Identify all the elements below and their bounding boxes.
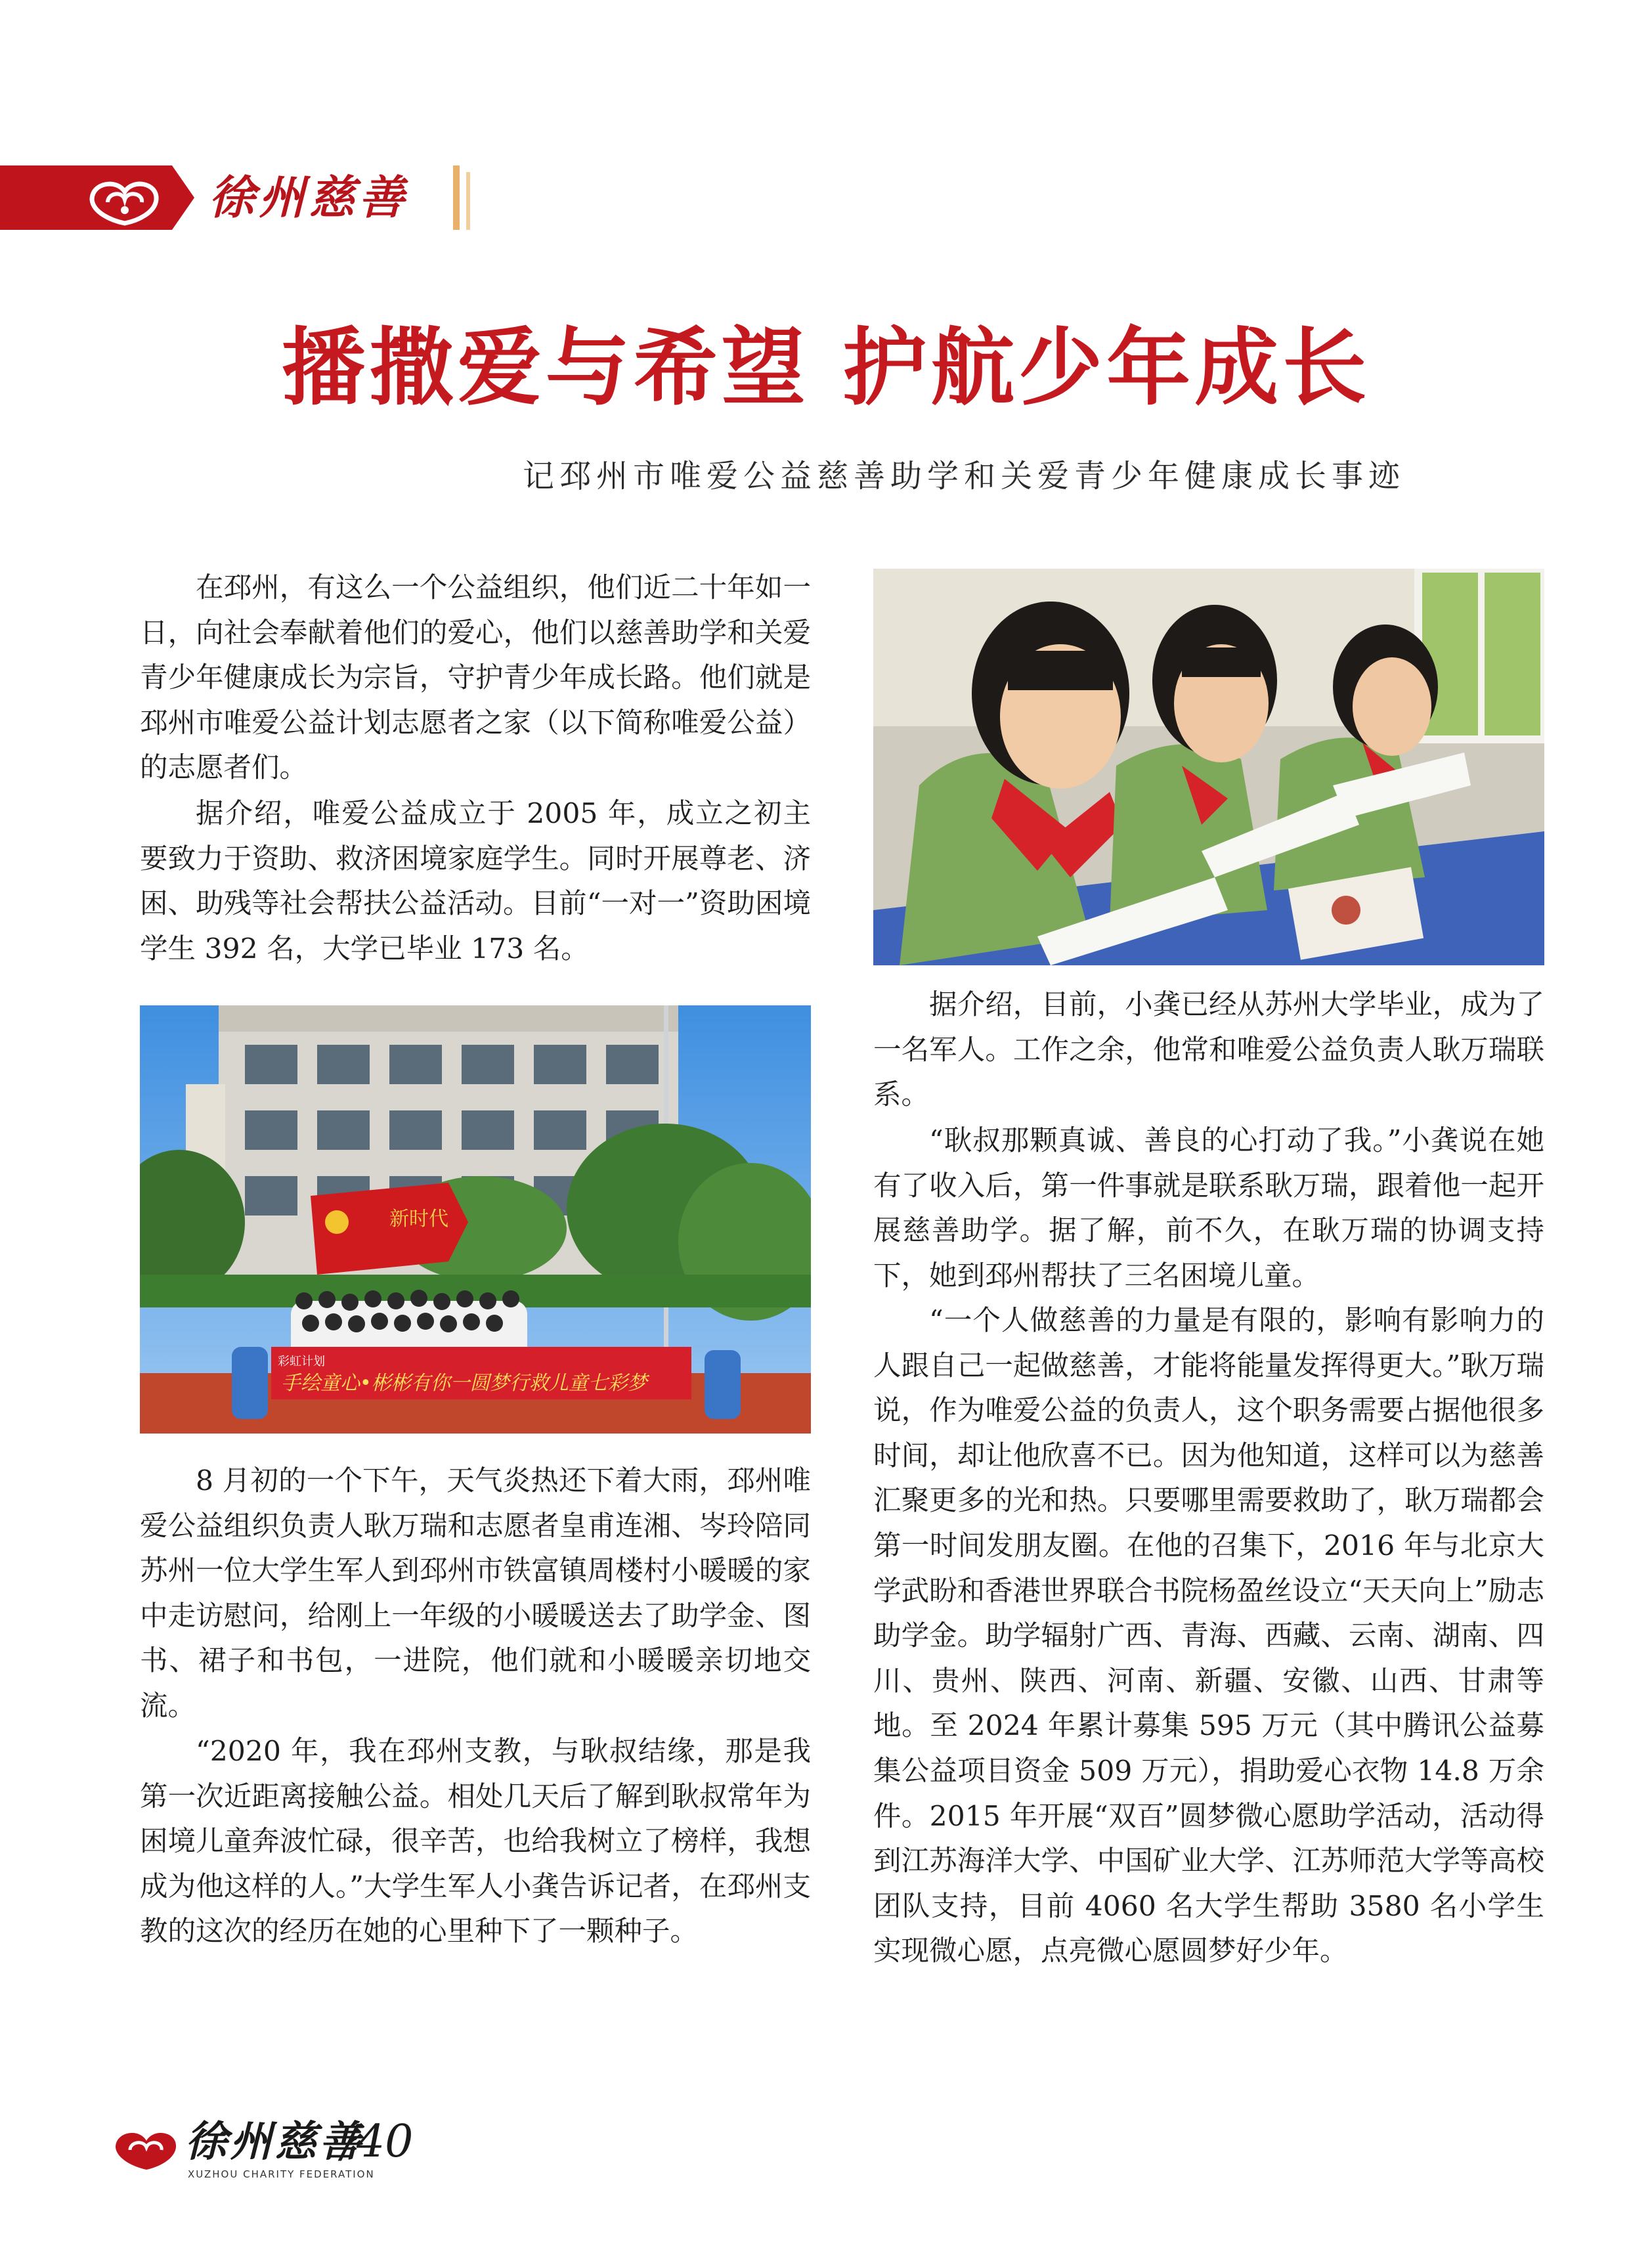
header-accent-bar <box>453 165 460 230</box>
left-paragraph-4: “2020 年，我在邳州支教，与耿叔结缘，那是我第一次近距离接触公益。相处几天后了解到耿叔常年为困境儿童奔波忙碌，很辛苦，也给我树立了榜样，我想成为他这样的人。”大学生军人小龚告诉记者，在邳州支教的这次的经历在她的心里种下了一颗种子。 <box>140 1736 811 1948</box>
students-photo <box>873 569 1544 965</box>
flag-text: 新时代 <box>389 1208 448 1231</box>
header-magazine-title: 徐州慈善 <box>209 170 408 225</box>
header-accent-bar-thin <box>466 172 470 230</box>
charity-logo-icon <box>79 169 177 226</box>
footer-magazine-title: 徐州慈善 <box>185 2117 364 2166</box>
banner-small-text: 彩虹计划 <box>278 1355 325 1369</box>
footer-charity-logo-icon <box>110 2124 183 2171</box>
page-number: /40 <box>341 2116 414 2168</box>
footer-org-english: XUZHOU CHARITY FEDERATION <box>188 2168 375 2180</box>
group-photo <box>140 1005 811 1434</box>
banner-text: 手绘童心•彬彬有你一圆梦行救儿童七彩梦 <box>281 1372 647 1395</box>
right-paragraph-2: “耿叔那颗真诚、善良的心打动了我。”小龚说在她有了收入后，第一件事就是联系耿万瑞，跟着他一起开展慈善助学。据了解，前不久，在耿万瑞的协调支持下，她到邳州帮扶了三名困境儿童。 <box>873 1125 1544 1292</box>
left-paragraph-1: 在邳州，有这么一个公益组织，他们近二十年如一日，向社会奉献着他们的爱心，他们以慈善助学和关爱青少年健康成长为宗旨，守护青少年成长路。他们就是邳州市唯爱公益计划志愿者之家（以下简称唯爱公益）的志愿者们。 <box>140 572 811 785</box>
article-subtitle: 记邳州市唯爱公益慈善助学和关爱青少年健康成长事迹 <box>522 458 1405 494</box>
right-paragraph-3: “一个人做慈善的力量是有限的，影响有影响力的人跟自己一起做慈善，才能将能量发挥得更大。”耿万瑞说，作为唯爱公益的负责人，这个职务需要占据他很多时间，却让他欣喜不已。因为他知道，这样可以为慈善汇聚更多的光和热。只要哪里需要救助了，耿万瑞都会第一时间发朋友圈。在他的召集下，2016 年与北京大学武盼和香港世界联合书院杨盈丝设立“天天向上”励志助学金。助学辐射广西、青海、西藏、云南、湖南、四川、贵州、陕西、河南、新疆、安徽、山西、甘肃等地。至 2024 年累计募集 595 万元（其中腾讯公益募集公益项目资金 509 万元），捐助爱心衣物 14.8 万余件。2015 年开展“双百”圆梦微心愿助学活动，活动得到江苏海洋大学、中国矿业大学、江苏师范大学等高校团队支持，目前 4060 名大学生帮助 3580 名小学生实现微心愿，点亮微心愿圆梦好少年。 <box>873 1305 1544 1968</box>
left-paragraph-3: 8 月初的一个下午，天气炎热还下着大雨，邳州唯爱公益组织负责人耿万瑞和志愿者皇甫连湘、岑玲陪同苏州一位大学生军人到邳州市铁富镇周楼村小暖暖的家中走访慰问，给刚上一年级的小暖暖送去了助学金、图书、裙子和书包，一进院，他们就和小暖暖亲切地交流。 <box>140 1465 811 1722</box>
article-title: 播撒爱与希望 护航少年成长 <box>281 319 1371 417</box>
left-paragraph-2: 据介绍，唯爱公益成立于 2005 年，成立之初主要致力于资助、救济困境家庭学生。同时开展尊老、济困、助残等社会帮扶公益活动。目前“一对一”资助困境学生 392 名，大学已毕业 173 名。 <box>140 798 811 965</box>
right-paragraph-1: 据介绍，目前，小龚已经从苏州大学毕业，成为了一名军人。工作之余，他常和唯爱公益负责人耿万瑞联系。 <box>873 989 1544 1112</box>
